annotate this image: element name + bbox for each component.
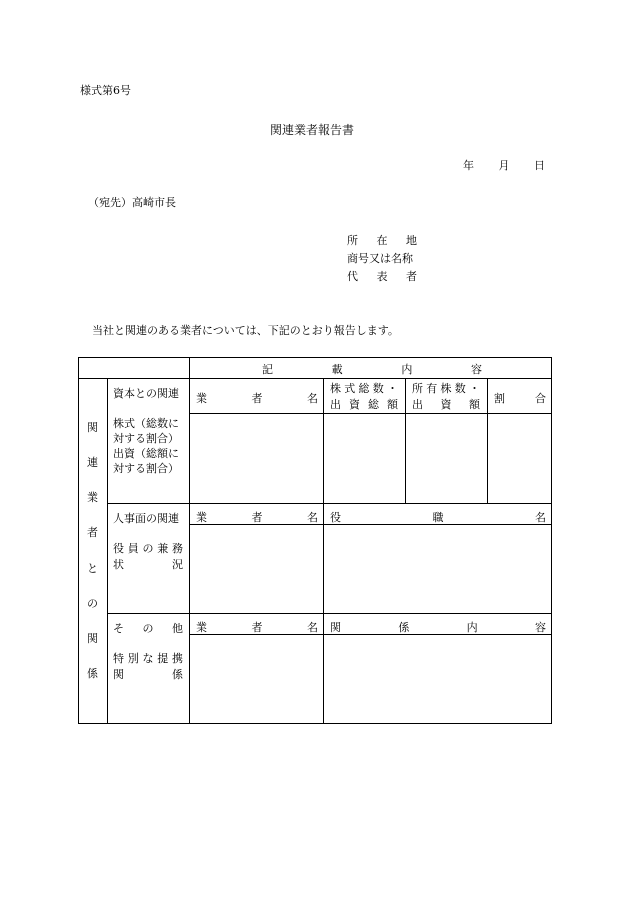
capital-business-cell[interactable] bbox=[190, 414, 323, 503]
document-title: 関連業者報告書 bbox=[270, 123, 355, 137]
side-label: 関 連 業 者 と の 関 係 bbox=[87, 421, 98, 680]
personnel-desc: 役 員 の 兼 務 状 況 bbox=[113, 542, 183, 571]
capital-shares-total-cell[interactable] bbox=[324, 414, 405, 503]
intro-text: 当社と関連のある業者については、下記のとおり報告します。 bbox=[92, 324, 399, 337]
capital-col-business: 業 者 名 bbox=[196, 392, 318, 405]
other-relation-cell[interactable] bbox=[324, 635, 551, 723]
personnel-title: 人事面の関連 bbox=[113, 512, 179, 525]
form-number: 様式第6号 bbox=[80, 84, 131, 97]
other-col-business: 業 者 名 bbox=[196, 621, 318, 634]
other-title: そ の 他 bbox=[113, 622, 183, 635]
capital-shares-owned-cell[interactable] bbox=[406, 414, 487, 503]
other-col-relation: 関 係 内 容 bbox=[330, 621, 546, 634]
personnel-col-position: 役 職 名 bbox=[330, 511, 546, 524]
day-label: 日 bbox=[534, 159, 545, 172]
name-label: 商号又は名称 bbox=[347, 252, 413, 265]
table-header: 記 載 内 容 bbox=[262, 363, 482, 376]
capital-title: 資本との関連 bbox=[113, 387, 179, 400]
capital-col-shares-total: 株 式 総 数 ・ 出 資 総 額 bbox=[330, 382, 398, 411]
personnel-col-business: 業 者 名 bbox=[196, 511, 318, 524]
capital-col-shares-owned: 所 有 株 数 ・ 出 資 額 bbox=[412, 382, 480, 411]
month-label: 月 bbox=[498, 159, 510, 172]
other-business-cell[interactable] bbox=[190, 635, 323, 723]
year-label: 年 bbox=[463, 159, 474, 172]
representative-label: 代 表 者 bbox=[347, 270, 417, 283]
date-line bbox=[463, 157, 545, 173]
personnel-position-cell[interactable] bbox=[324, 525, 551, 613]
capital-col-ratio: 割 合 bbox=[494, 392, 546, 405]
addressee: （宛先）高崎市長 bbox=[88, 196, 176, 209]
personnel-business-cell[interactable] bbox=[190, 525, 323, 613]
capital-desc: 株式（総数に 対する割合） 出資（総額に 対する割合） bbox=[113, 417, 179, 475]
capital-ratio-cell[interactable] bbox=[488, 414, 551, 503]
other-desc: 特 別 な 提 携 関 係 bbox=[113, 652, 183, 681]
address-label: 所 在 地 bbox=[347, 234, 417, 247]
